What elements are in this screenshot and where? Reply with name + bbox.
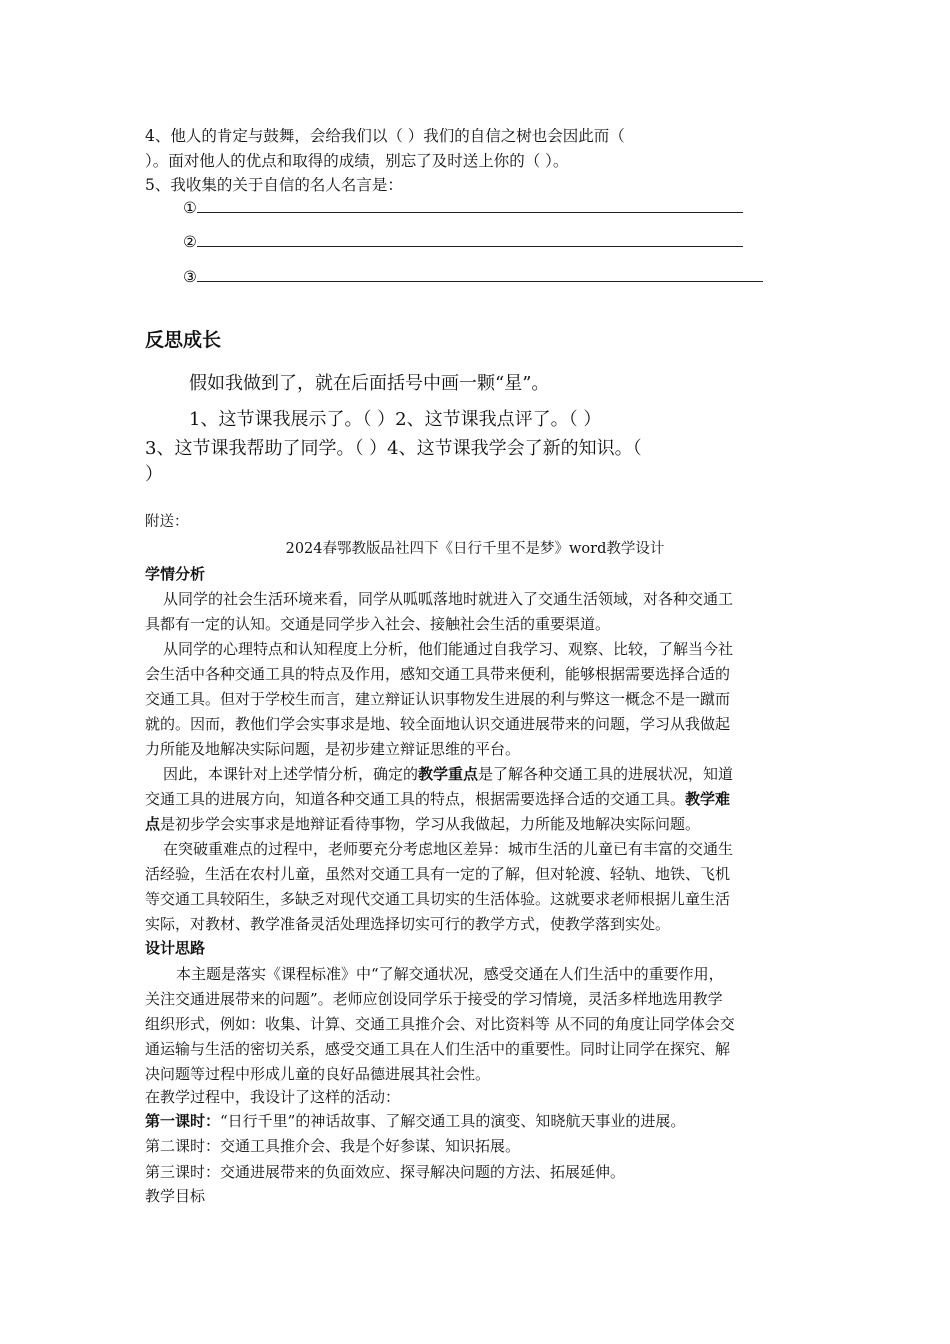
design-p1-line-1: 本主题是落实《课程标准》中“了解交通状况，感受交通在人们生活中的重要作用， <box>176 965 724 983</box>
quote-marker-3: ③ <box>183 268 197 286</box>
analysis-p2-line-2: 会生活中各种交通工具的特点及作用，感知交通工具带来便利，能够根据需要选择合适的 <box>145 665 731 683</box>
question-4-line-2: ）。面对他人的优点和取得的成绩，别忘了及时送上你的（ ）。 <box>145 152 569 170</box>
analysis-p1-line-2: 具都有一定的认知。交通是同学步入社会、接触社会生活的重要渠道。 <box>145 615 611 633</box>
analysis-p2-line-4: 就的。因而，教他们学会实事求是地、较全面地认识交通进展带来的问题，学习从我做起 <box>145 715 731 733</box>
analysis-p3-text-e: 是初步学会实事求是地辩证看待事物，学习从我做起，力所能及地解决实际问题。 <box>160 815 701 833</box>
quote-line-2 <box>183 230 743 254</box>
reflection-line-2: 3、这节课我帮助了同学。（ ）4、这节课我学会了新的知识。（ <box>145 438 642 459</box>
design-p1-line-3: 组织形式，例如：收集、计算、交通工具推介会、对比资料等 从不同的角度让同学体会交 <box>145 1015 735 1033</box>
teaching-focus-term: 教学重点 <box>418 765 479 783</box>
design-p1-line-5: 决问题等过程中形成儿童的良好品德进展其社会性。 <box>145 1065 491 1083</box>
analysis-p3-text-c: 是了解各种交通工具的进展状况，知道 <box>478 765 734 783</box>
objectives-heading: 教学目标 <box>145 1187 206 1205</box>
quote-line-3 <box>183 265 763 289</box>
analysis-p3-text-a: 因此，本课针对上述学情分析，确定的 <box>163 765 419 783</box>
design-p1-line-2: 关注交通进展带来的问题”。老师应创设同学乐于接受的学习情境，灵活多样地选用教学 <box>145 990 723 1008</box>
design-heading: 设计思路 <box>145 939 206 957</box>
lesson-1-text: “日行千里”的神话故事、了解交通工具的演变、知晓航天事业的进展。 <box>220 1112 686 1130</box>
analysis-p1-line-1: 从同学的社会生活环境来看，同学从呱呱落地时就进入了交通生活领域，对各种交通工 <box>163 590 734 608</box>
analysis-p4-line-1: 在突破重难点的过程中，老师要充分考虑地区差异：城市生活的儿童已有丰富的交通生 <box>163 840 734 858</box>
lesson-1-label: 第一课时： <box>145 1112 221 1130</box>
reflection-intro: 假如我做到了，就在后面括号中画一颗“星”。 <box>189 373 550 394</box>
analysis-p2-line-1: 从同学的心理特点和认知程度上分析，他们能通过自我学习、观察、比较，了解当今社 <box>163 640 734 658</box>
analysis-p3-text-d: 交通工具的进展方向，知道各种交通工具的特点，根据需要选择合适的交通工具。 <box>145 790 686 808</box>
design-p1-line-4: 通运输与生活的密切关系，感受交通工具在人们生活中的重要性。同时让同学在探究、解 <box>145 1040 731 1058</box>
teaching-difficulty-term-b: 点 <box>145 815 161 833</box>
quote-blank-2 <box>197 231 743 247</box>
quote-marker-1: ① <box>183 199 197 217</box>
analysis-p3-line-3 <box>145 812 700 837</box>
teaching-difficulty-term-a: 教学难 <box>685 790 731 808</box>
question-4-line-1: 4、他人的肯定与鼓舞，会给我们以（ ）我们的自信之树也会因此而（ <box>145 127 625 145</box>
quote-blank-1 <box>197 197 743 213</box>
lesson-1 <box>145 1109 685 1134</box>
analysis-p2-line-3: 交通工具。但对于学校生而言，建立辩证认识事物发生进展的利与弊这一概念不是一蹴而 <box>145 690 731 708</box>
document-title: 2024春鄂教版品社四下《日行千里不是梦》word教学设计 <box>285 541 665 557</box>
analysis-p2-line-5: 力所能及地解决实际问题，是初步建立辩证思维的平台。 <box>145 740 521 758</box>
reflection-line-1: 1、这节课我展示了。（ ）2、这节课我点评了。（ ） <box>189 409 602 430</box>
lesson-3: 第三课时：交通进展带来的负面效应、探寻解决问题的方法、拓展延伸。 <box>145 1163 626 1181</box>
reflection-heading: 反思成长 <box>145 329 222 351</box>
appendix-label: 附送： <box>145 514 189 530</box>
quote-marker-2: ② <box>183 233 197 251</box>
lesson-2: 第二课时：交通工具推介会、我是个好参谋、知识拓展。 <box>145 1137 521 1155</box>
analysis-p4-line-2: 活经验，生活在农村儿童，虽然对交通工具有一定的了解，但对轮渡、轻轨、地铁、飞机 <box>145 865 731 883</box>
question-5: 5、我收集的关于自信的名人名言是： <box>145 176 403 194</box>
analysis-p4-line-3: 等交通工具较陌生，多缺乏对现代交通工具切实的生活体验。这就要求老师根据儿童生活 <box>145 890 731 908</box>
reflection-line-3: ） <box>145 464 163 485</box>
quote-line-1 <box>183 196 743 220</box>
analysis-p4-line-4: 实际，对教材、教学准备灵活处理选择切实可行的教学方式，使教学落到实处。 <box>145 915 671 933</box>
analysis-p3-line-2 <box>145 787 730 812</box>
quote-blank-3 <box>197 266 763 282</box>
activities-intro: 在教学过程中，我设计了这样的活动： <box>145 1088 401 1106</box>
analysis-heading: 学情分析 <box>145 565 206 583</box>
analysis-p3-line-1 <box>163 762 733 787</box>
